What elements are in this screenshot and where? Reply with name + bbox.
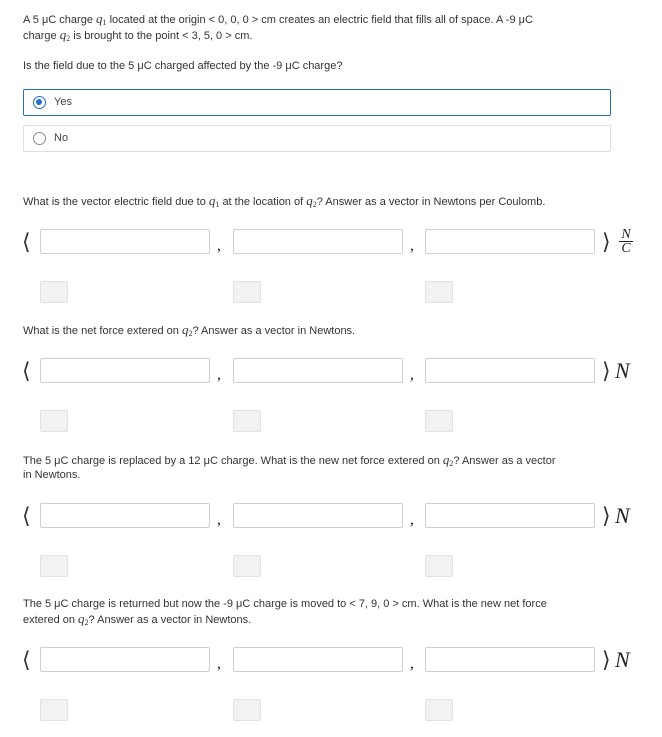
comma: , (217, 511, 221, 528)
intro-text: charge (23, 30, 57, 42)
unit-newtons: N (615, 503, 630, 528)
q2-x-input[interactable] (40, 229, 210, 254)
radio-yes[interactable] (33, 96, 46, 109)
unit-newtons: N (615, 358, 630, 383)
q5-y-feedback (233, 699, 261, 721)
option-no[interactable] (23, 125, 611, 152)
open-bracket: ⟨ (22, 230, 31, 255)
q2-symbol: $q_2$ (306, 193, 317, 209)
q4-z-input[interactable] (425, 503, 595, 528)
q3-z-feedback (425, 410, 453, 432)
q2-symbol: $q_2$ (442, 452, 454, 468)
q1-symbol: $q_1$ (96, 11, 107, 27)
radio-no[interactable] (33, 132, 46, 145)
question3-prompt: What is the net force extered on $q_2$? Answer as a vector in Newtons. (23, 322, 356, 338)
comma: , (410, 511, 414, 528)
q3-x-feedback (40, 410, 68, 432)
open-bracket: ⟨ (22, 648, 31, 673)
option-yes-label: Yes (54, 96, 72, 108)
q2-z-input[interactable] (425, 229, 595, 254)
comma: , (217, 366, 221, 383)
comma: , (410, 655, 414, 672)
q4-y-feedback (233, 555, 261, 577)
q2-y-feedback (233, 281, 261, 303)
q2-symbol: $q_2$ (78, 611, 89, 627)
comma: , (217, 237, 221, 254)
question5-prompt: The 5 μC charge is returned but now the -9 μC charge is moved to < 7, 9, 0 > cm. What is the new net force (23, 598, 547, 610)
q5-x-input[interactable] (40, 647, 210, 672)
q2-x-feedback (40, 281, 68, 303)
q1-symbol: $q_1$ (208, 193, 220, 209)
q5-z-input[interactable] (425, 647, 595, 672)
q2-y-input[interactable] (233, 229, 403, 254)
option-yes[interactable] (23, 89, 611, 116)
question4-prompt: The 5 μC charge is replaced by a 12 μC charge. What is the new net force extered on $q_2$? Answer as a vector (23, 452, 556, 468)
q4-x-input[interactable] (40, 503, 210, 528)
intro-line-2 (23, 27, 252, 44)
open-bracket: ⟨ (22, 359, 31, 384)
close-bracket: ⟩ (602, 648, 611, 673)
question1-prompt: Is the field due to the 5 μC charged affected by the -9 μC charge? (23, 60, 343, 72)
q3-z-input[interactable] (425, 358, 595, 383)
close-bracket: ⟩ (602, 359, 611, 384)
intro-text: is brought to the point < 3, 5, 0 > cm. (73, 30, 253, 42)
q5-x-feedback (40, 699, 68, 721)
q3-y-feedback (233, 410, 261, 432)
option-no-label: No (54, 132, 69, 144)
comma: , (410, 237, 414, 254)
q3-x-input[interactable] (40, 358, 210, 383)
q2-symbol: $q_2$ (181, 322, 193, 338)
question4-prompt-line2: in Newtons. (23, 469, 81, 481)
unit-n-per-c: $\frac{N}{C}$ (619, 228, 633, 256)
unit-newtons: N (615, 647, 630, 672)
question2-prompt: What is the vector electric field due to $q_1$ at the location of $q_2$? Answer as a vector in Newtons per Coulomb. (23, 193, 546, 209)
intro-line-1 (23, 11, 533, 28)
q4-z-feedback (425, 555, 453, 577)
question5-prompt-line2: extered on $q_2$? Answer as a vector in Newtons. (23, 611, 252, 627)
q2-symbol: $q_2$ (59, 27, 71, 43)
q3-y-input[interactable] (233, 358, 403, 383)
open-bracket: ⟨ (22, 504, 31, 529)
intro-text: A 5 μC charge (23, 14, 93, 26)
q4-y-input[interactable] (233, 503, 403, 528)
q4-x-feedback (40, 555, 68, 577)
q5-z-feedback (425, 699, 453, 721)
close-bracket: ⟩ (602, 230, 611, 255)
comma: , (410, 366, 414, 383)
close-bracket: ⟩ (602, 504, 611, 529)
q5-y-input[interactable] (233, 647, 403, 672)
q2-z-feedback (425, 281, 453, 303)
intro-text: located at the origin < 0, 0, 0 > cm creates an electric field that fills all of space. A -9 μC (109, 14, 533, 26)
comma: , (217, 655, 221, 672)
